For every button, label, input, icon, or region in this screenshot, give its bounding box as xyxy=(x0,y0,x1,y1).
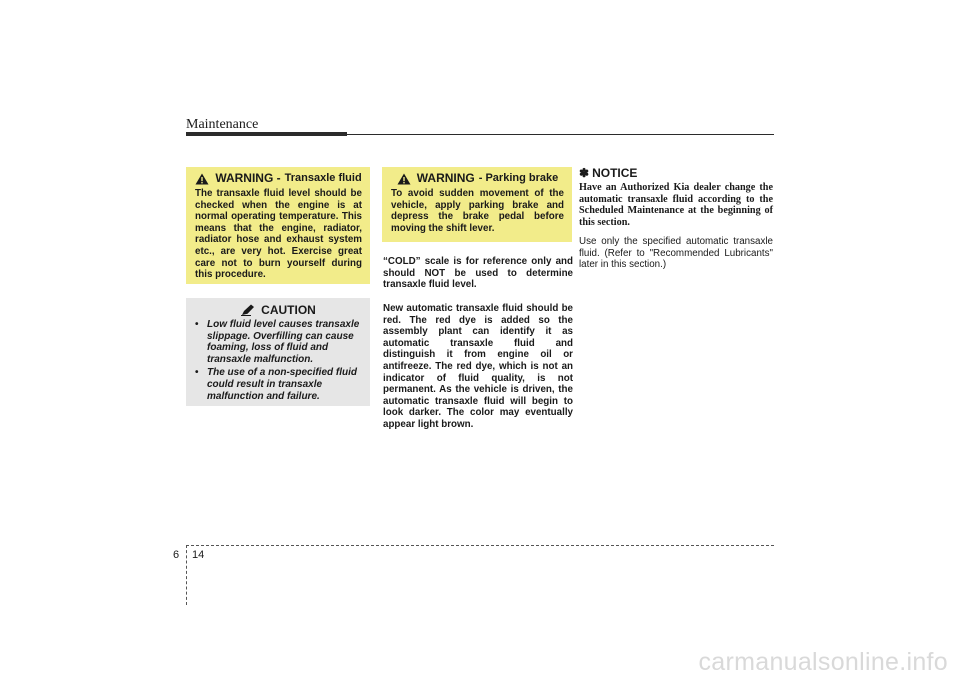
warning-triangle-icon xyxy=(195,173,209,185)
notice-label: NOTICE xyxy=(592,166,638,180)
notice-star-icon: ✽ xyxy=(579,166,590,180)
notice-fluid-text: Use only the specified automatic transaxle fluid. (Refer to "Recommended Lubricants" later in this section.) xyxy=(579,236,773,271)
section-title: Maintenance xyxy=(186,117,259,132)
notice-dealer-text: Have an Authorized Kia dealer change the automatic transaxle fluid according to the Scheduled Maintenance at the beginning of this section. xyxy=(579,182,773,228)
caution-label: CAUTION xyxy=(261,303,316,317)
warning-triangle-icon xyxy=(397,173,411,185)
header-rule-thin xyxy=(347,134,774,135)
footer-vertical-rule xyxy=(186,545,187,605)
caution-item: • Low fluid level causes transaxle slippage. Overfilling can cause foaming, loss of fluid and transaxle malfunction. xyxy=(195,319,360,365)
caution-header xyxy=(195,303,362,317)
warning-transaxle-header xyxy=(195,173,362,185)
caution-box xyxy=(186,298,370,406)
footer-rule xyxy=(186,545,774,546)
watermark: carmanualsonline.info xyxy=(698,648,948,676)
header-rule-thick xyxy=(186,132,347,136)
pencil-icon xyxy=(241,304,255,316)
fluid-color-paragraph: New automatic transaxle fluid should be red. The red dye is added so the assembly plant can identify it as automatic transaxle fluid and distinguish it from engine oil or antifreeze. The red dye, which is not an indicator of fluid quality, is not permanent. As the vehicle is driven, the automatic transaxle fluid will begin to look darker. The color may eventually appear light brown. xyxy=(383,303,573,430)
warning-subject: Transaxle fluid xyxy=(284,172,362,185)
notice-heading xyxy=(579,166,637,180)
warning-parking-header xyxy=(391,173,564,185)
warning-parking-box xyxy=(382,167,572,242)
cold-scale-paragraph: “COLD” scale is for reference only and should NOT be used to determine transaxle fluid level. xyxy=(383,256,573,291)
caution-item: • The use of a non-specified fluid could result in transaxle malfunction and failure. xyxy=(195,367,358,402)
warning-transaxle-box xyxy=(186,167,370,284)
warning-transaxle-text: The transaxle fluid level should be checked when the engine is at normal operating temperature. This means that the engine, radiator, radiator hose and exhaust system etc., are very hot. Exercise great care not to burn yourself during this procedure. xyxy=(195,188,362,281)
warning-label: WARNING xyxy=(416,171,475,186)
warning-label: WARNING - xyxy=(215,171,281,186)
warning-subject: - Parking brake xyxy=(478,172,559,185)
caution-list xyxy=(195,319,362,402)
chapter-number: 6 xyxy=(173,549,180,561)
warning-parking-text: To avoid sudden movement of the vehicle, apply parking brake and depress the brake pedal before moving the shift lever. xyxy=(391,188,564,234)
page-number: 14 xyxy=(192,549,205,561)
